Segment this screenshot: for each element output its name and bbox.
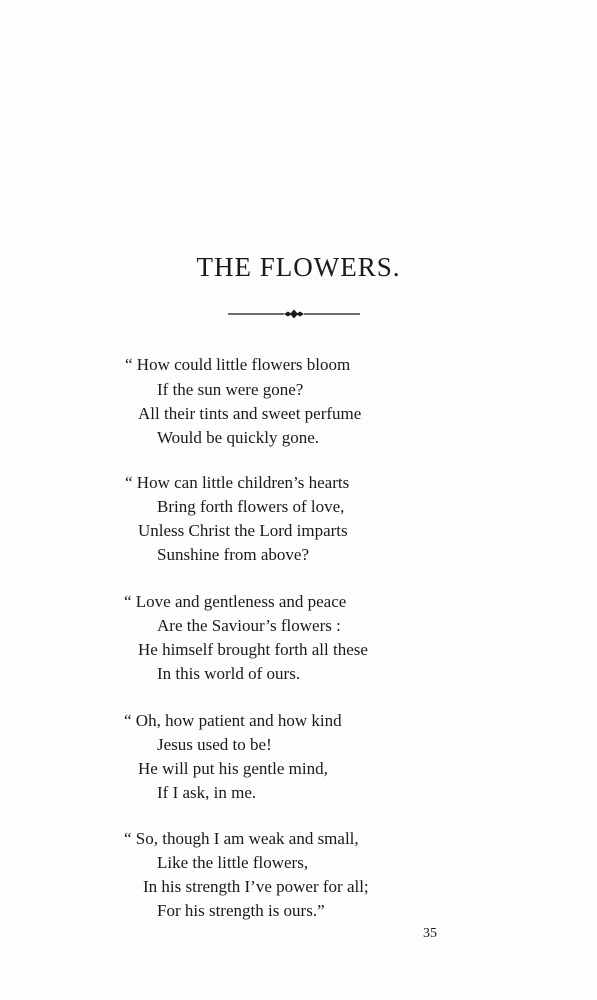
verse-line: If I ask, in me. (157, 783, 257, 802)
verse-line: In his strength I’ve power for all; (143, 877, 369, 896)
verse-line: Would be quickly gone. (157, 428, 319, 447)
verse-line: “ Love and gentleness and peace (124, 592, 347, 611)
verse-line: Are the Saviour’s flowers : (157, 616, 341, 635)
verse-line: Sunshine from above? (157, 545, 310, 564)
verse-line: “ How could little flowers bloom (125, 355, 351, 374)
poem-title: THE FLOWERS. (196, 252, 401, 282)
verse-line: “ Oh, how patient and how kind (124, 711, 342, 730)
verse-line: He himself brought forth all these (138, 640, 368, 659)
page-number: 35 (423, 926, 437, 941)
verse-line: If the sun were gone? (157, 380, 304, 399)
verse-line: “ How can little children’s hearts (125, 473, 350, 492)
verse-line: Like the little flowers, (157, 853, 309, 872)
verse-line: Jesus used to be! (157, 735, 272, 754)
verse-line: In this world of ours. (157, 664, 301, 683)
verse-line: “ So, though I am weak and small, (124, 829, 359, 848)
ornament-divider (228, 307, 360, 321)
verse-line: He will put his gentle mind, (138, 759, 328, 778)
verse-line: All their tints and sweet perfume (138, 404, 362, 423)
verse-line: Unless Christ the Lord imparts (138, 521, 348, 540)
verse-line: For his strength is ours.” (157, 901, 325, 920)
verse-line: Bring forth flowers of love, (157, 497, 345, 516)
